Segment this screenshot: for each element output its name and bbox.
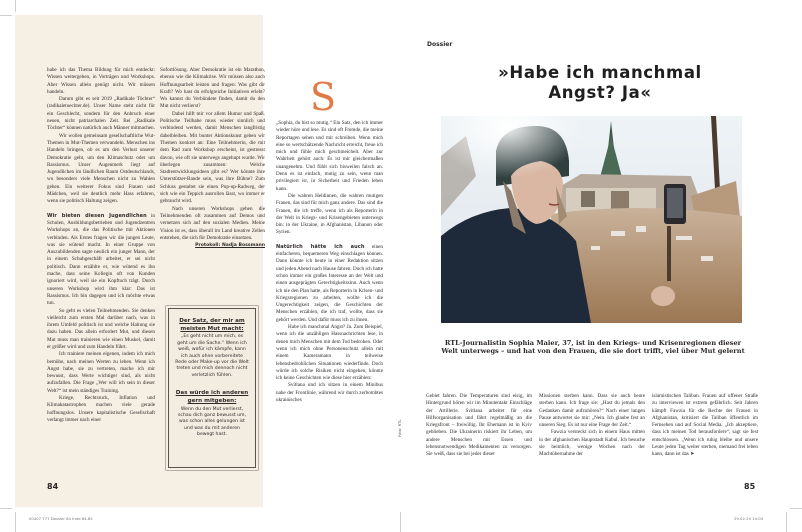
crop-mark	[786, 512, 787, 532]
paragraph: Missionen sterben kann. Dass sie auch heute sterben kann. Ich frage sie: „Hast du jemals den Gedanken damit aufzuhören?“ Nach einer langen Pause antwortet sie mir: „Nein. Ich glaube fest an unseren Sieg. Es ist nur eine Frage der Zeit.“	[539, 393, 645, 429]
paragraph: Kriege, Rechtsruck, Inflation und Klimakatastrophen machen viele gerade hoffnungslos. Unsere kapitalistische Gesellschaft verlangt immer nach einer	[47, 395, 155, 423]
crop-mark	[15, 512, 16, 532]
right-page-column-4	[652, 393, 758, 459]
crop-mark	[15, 0, 16, 12]
section-label: Dossier	[427, 41, 453, 48]
paragraph: Ich trainiere meinen eigenen, indem ich mich bemühe, nach meinen Werten zu leben. Wenn ich Angst habe, sie zu vertreten, mache ich mir bewusst, dass Werte wichtiger sind, als nicht aufzufallen. Die Frage „Wer will ich sein in dieser Welt?“ ist mein ständiges Training.	[47, 351, 155, 394]
quote-box-text: Wenn du den Mut verlierst, schau dich ganz bewusst um, was schon alles gelungen ist und was du mit anderen bewegt hast.	[178, 406, 246, 438]
right-page-column-2	[426, 393, 532, 459]
paragraph-lead-in: Wir bieten diesen Jugendlichen	[47, 212, 147, 219]
print-slug-right: 29.02.24 14:04	[734, 516, 764, 521]
quote-box-heading: Der Satz, der mir am meisten Mut macht:	[179, 318, 245, 333]
quote-box-heading: Das würde ich anderen gern mitgeben:	[175, 390, 249, 405]
print-slug-left: 00407 777 Dossier 84 Indd 84-85	[29, 516, 93, 521]
paragraph: „Sophia, du bist so mutig.“ Ein Satz, den ich immer wieder höre und lese. Es sind oft Fremde, die meine Reportagen sehen und mir schreiben. Wenn mich eine so wertschätzende Nachricht erreicht, freue ich mich und fühle mich geschmeichelt. Aber zur Wahrheit gehört auch: Es ist mir gleichermaßen unangenehm. Und fühlt sich bisweilen falsch an. Denn es ist einfach, mutig zu sein, wenn man privilegiert ist, in Sicherheit und Frieden leben kann.	[276, 120, 383, 192]
paragraph	[47, 213, 155, 308]
photo-credit: Foto: RTL	[397, 419, 402, 437]
paragraph-lead-in: Natürlich hätte ich auch	[276, 243, 365, 250]
paragraph: Gebiet fahren. Die Temperaturen sind eisig, im Hintergrund hören wir im Minutentakt Einschläge der Artillerie. Svitlana arbeitet für eine Hilfsorganisation und fährt regelmäßig an die Kriegsfront – freiwillig. Ihr Ehemann ist in Kyiv geblieben. Die Ukrainerin riskiert ihr Leben, um andere Menschen mit Essen und lebensnotwendigen Medikamenten zu versorgen. Sie weiß, dass sie bei jeder dieser	[426, 393, 532, 458]
paragraph: Nach unseren Workshops gehen die Teilnehmenden oft zusammen auf Demos und vernetzen sich auf den sozialen Medien. Meine Vision ist es, dass überall im Land kreative Zellen entstehen, die sich für Demokratie einsetzen.	[160, 205, 265, 241]
paragraph-body: einen einfacheren, bequemeren Weg einschlagen können. Dann könnte ich heute in einer Redaktion sitzen und jeden Abend nach Hause fahren. Doch ich hatte schon immer ein großes Interesse an der Welt und einen ausgeprägten Gerechtigkeitssinn. Auch wenn ich nie den Plan hatte, als Reporterin in Krisen- und Kriegsregionen zu arbeiten, wollte ich die Ungerechtigkeit zeigen, die Geschichten der Menschen erzählen, die ich traf, wollte, dass sie gehört werden. Und dafür muss ich zu ihnen.	[276, 243, 383, 323]
continue-arrow-icon: ➤	[690, 451, 695, 458]
quote-box	[168, 308, 256, 468]
crop-mark	[400, 512, 401, 532]
paragraph: So geht es vielen Teilnehmenden. Sie denken vielleicht zum ersten Mal darüber nach, was in ihrem Umfeld politisch ist und welche Haltung sie dazu haben. Das allein erfordert Mut, und diesen Mut muss man trainieren wie einen Muskel, damit er größer wird und zum Handeln führt.	[47, 307, 155, 350]
photo-caption: RTL-Journalistin Sophia Maier, 37, ist in den Kriegs- und Krisenregionen dieser Welt unterwegs – und hat von den Frauen, die sie dort trifft, viel über Mut gelernt	[441, 339, 745, 356]
paragraph-body: islamistischen Taliban. Frauen auf offener Straße zu interviewen ist extrem gefährlich. Seit Jahren kämpft Fawzia für die Rechte der Frauen in Afghanistan, kritisiert die Taliban öffentlich im Fernsehen und auf Social Media. „Ich akzeptiere, dass ich meinen Tod herausfordere“, sagt sie fest entschlossen. „Wenn ich ruhig bleibe und unsere Leute jeden Tag weiter sterben, niemand frei leben kann, dann ist das	[652, 393, 758, 458]
photo-illustration	[441, 116, 742, 323]
paragraph: Darum gibt es seit 2019 „Radikale Töchter“ (radikaletoechter.de). Unser Name steht nicht für ein Geschlecht, sondern für den Anbruch einer neuen, nicht patriarchalen Zeit. Bei „Radikale Töchter“ können natürlich auch Männer mitmachen.	[47, 96, 155, 132]
left-page-column-1	[47, 67, 155, 424]
paragraph: Sofortlösung. Aber Demokratie ist ein Marathon, ebenso wie die Klimakrise. Wir müssen also auch Hoffnungsarbeit leisten und fragen: Was gibt dir Kraft? Wo hast du erfolgreiche Initiativen erlebt? Wo kannst du Verbündete finden, damit du den Mut nicht verlierst?	[160, 67, 265, 110]
headline: »Habe ich manchmal Angst? Ja«	[498, 63, 702, 102]
article-photo	[441, 116, 742, 323]
page-number-left: 84	[47, 482, 59, 491]
right-page-column-1	[276, 120, 383, 404]
paragraph: Dabei hilft mir vor allem Humor und Spaß. Politische Teilhabe muss wieder sinnlich und verbindend werden, damit Menschen langfristig dabeibleiben. Mit bunter Aktionskunst geben wir Themen konkret an: Eine Teilnehmerin, die mit dem Rad zum Workshop erscheint, ist gestresst davon, wie oft sie unterwegs angehupt wurde. Wir überlegen zusammen: Welche Stadtentwicklungsideen gibt es? Wer könnte ihre Unterstützer-Bande sein, was ihre Bühne? Zum Schluss gestaltet sie einen Pop-up-Radweg, der sich wie ein Teppich ausrollen lässt, wo immer er gebraucht wird.	[160, 110, 265, 205]
paragraph: Wir wollen gemeinsam gesellschaftliche Wut-Themen in Mut-Themen verwandeln. Menschen ins Handeln bringen, ob es um den Verlust unserer Demokratie geht, um den Klimaschutz oder um Rassismus. Unser Augenmerk liegt auf Jugendlichen im ländlichen Raum Ostdeutschlands, wo besonders viele Menschen nicht zu Wahlen gehen. Ein weiterer Fokus sind Frauen und Mädchen, weil sie deutlich mehr Hass erfahren, wenn sie politisch Haltung zeigen.	[47, 132, 155, 205]
paragraph-body: in Schulen, Ausbildungsbetrieben und Jugendzentren Workshops an, die das Politische mit Aktionen verbinden. Als Erstes fragen wir die jungen Leute, was sie wütend macht. In einer Gruppe von Auszubildenden sagte neulich ein junger Mann, der in einem Schuhgeschäft arbeitet, er sei nicht politisch. Dann erzählte er, wie wütend es ihn mache, dass seine Kollegin oft von Kunden ignoriert wird, weil sie ein Kopftuch trägt. Durch unseren Workshop wird ihm klar: Das ist Rassismus. Ich bin dagegen und ich möchte etwas tun.	[47, 212, 155, 307]
right-page-column-3	[539, 393, 645, 459]
author-credit: Protokoll: Nadja Bossmann	[195, 243, 265, 249]
paragraph: Svitlana und ich sitzen in einem Minibus nahe der Frontlinie, während wir durch zerbombtes ukrainisches	[276, 382, 383, 403]
paragraph	[652, 393, 758, 459]
paragraph: Habe ich manchmal Angst? Ja. Zum Beispiel, wenn ich die unzähligen Hassnachrichten lese, in denen mich Menschen mit dem Tod bedrohen. Oder wenn ich mich ohne Personenschutz allein mit einem Kameramann in teilweise lebensbedrohlichen Situationen wiederfinde. Doch würde ich solche Risiken nicht eingehen, könnte ich keine Geschichten wie diese hier erzählen:	[276, 324, 383, 382]
paragraph: habe ich das Thema Bildung für mich entdeckt: Wissen weitergeben, in Vorträgen und Workshops. Aber Wissen allein genügt nicht. Wir müssen handeln.	[47, 67, 155, 95]
left-page-column-2	[160, 67, 265, 249]
page-number-right: 85	[744, 482, 756, 491]
crop-mark	[790, 508, 802, 509]
paragraph	[276, 244, 383, 324]
drop-cap: S	[310, 75, 337, 119]
crop-mark	[0, 15, 12, 16]
crop-mark	[0, 508, 12, 509]
paragraph: Fawzia versteckt sich in einem Haus mitten in der afghanischen Hauptstadt Kabul. Ich besuche sie heimlich, wenige Wochen nach der Machtübernahme der	[539, 429, 645, 458]
paragraph: Die wahren Heldinnen, die wahren mutigen Frauen, das sind für mich ganz andere. Das sind die Frauen, die ich treffe, wenn ich als Reporterin in der Welt in Kriegs- und Krisengebieten unterwegs bin: in der Ukraine, in Afghanistan, Libanon oder Syrien.	[276, 192, 383, 236]
quote-box-text: „Es geht nicht um mich, es geht um die Sache.“ Wenn ich weiß, wofür ich kämpfe, kann ich auch ohne vorbereitete Rede oder Make-up vor die Welt treten und mich dennoch nicht verletzlich fühlen.	[175, 334, 249, 378]
